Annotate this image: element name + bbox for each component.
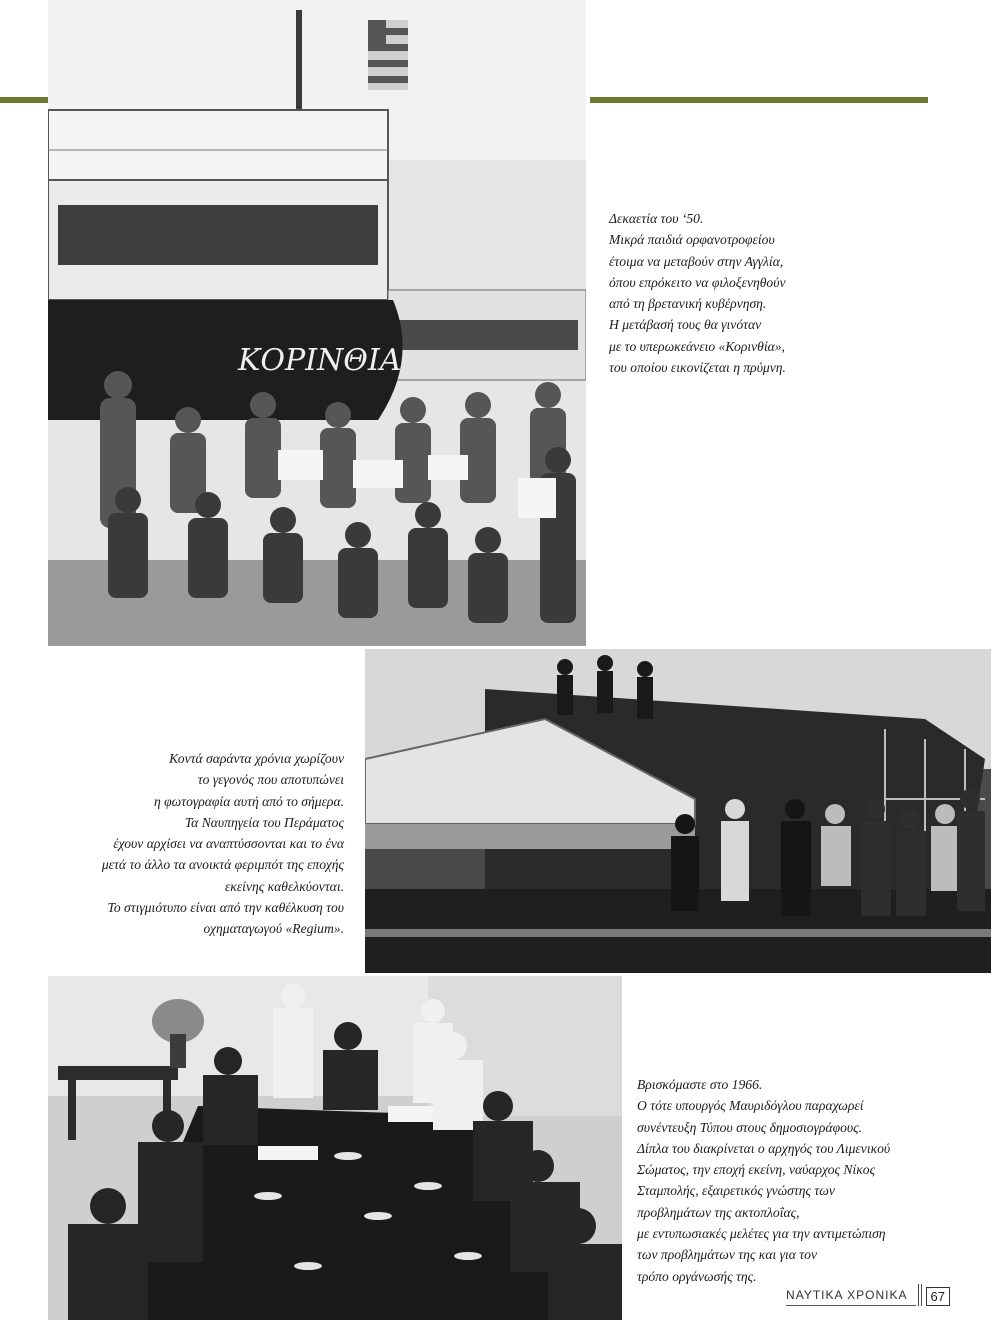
caption-line: όπου επρόκειτο να φιλοξενηθούν xyxy=(609,274,786,290)
footer-separator xyxy=(918,1284,922,1306)
top-right-rule xyxy=(590,97,928,103)
caption-line: με το υπερωκεάνειο «Κορινθία», xyxy=(609,338,785,354)
caption-line: Βρισκόμαστε στο 1966. xyxy=(637,1077,763,1092)
caption-line: μετά το άλλο τα ανοικτά φεριμπότ της εποχής xyxy=(101,857,344,873)
caption-line: Δεκαετία του ‘50. xyxy=(609,211,704,226)
caption-line: Σώματος, την εποχή εκείνη, ναύαρχος Νίκος xyxy=(637,1162,876,1178)
shipyard-photo-caption xyxy=(102,748,344,940)
caption-line: συνέντευξη Τύπου στους δημοσιογράφους. xyxy=(637,1119,863,1135)
page-footer xyxy=(786,1280,950,1306)
page-number: 67 xyxy=(926,1287,950,1306)
top-left-rule xyxy=(0,97,48,103)
caption-line: του οποίου εικονίζεται η πρύμνη. xyxy=(609,360,786,376)
magazine-title: ΝΑΥΤΙΚΑ ΧΡΟΝΙΚΑ xyxy=(786,1288,915,1306)
caption-line: με εντυπωσιακές μελέτες για την αντιμετώπιση xyxy=(637,1226,886,1242)
caption-line: η φωτογραφία αυτή από το σήμερα. xyxy=(153,793,344,809)
caption-line: έχουν αρχίσει να αναπτύσσονται και το ένα xyxy=(113,836,344,852)
caption-line: οχηματαγωγού «Regium». xyxy=(203,921,344,937)
caption-line: Η μετάβασή τους θα γινόταν xyxy=(609,317,762,333)
press-conference-photo xyxy=(48,976,622,1320)
caption-line: Τα Ναυπηγεία του Περάματος xyxy=(184,814,344,830)
caption-line: τρόπο οργάνωσής της. xyxy=(637,1268,757,1284)
caption-line: Σταμπολής, εξαιρετικός γνώστης των xyxy=(637,1183,835,1199)
caption-line: το γεγονός που αποτυπώνει xyxy=(197,772,344,788)
caption-line: από τη βρετανική κυβέρνηση. xyxy=(609,296,767,312)
ship-name-text: ΚΟΡΙΝΘΙΑ xyxy=(238,343,402,378)
caption-line: Μικρά παιδιά ορφανοτροφείου xyxy=(609,232,775,248)
caption-line: Ο τότε υπουργός Μαυριδόγλου παραχωρεί xyxy=(637,1098,864,1114)
caption-line: Κοντά σαράντα χρόνια χωρίζουν xyxy=(169,751,344,766)
caption-line: προβλημάτων της ακτοπλοΐας, xyxy=(637,1204,800,1220)
caption-line: Δίπλα του διακρίνεται ο αρχηγός του Λιμενικού xyxy=(637,1140,891,1156)
ship-children-photo xyxy=(48,0,586,646)
meeting-photo-caption xyxy=(637,1074,890,1287)
caption-line: εκείνης καθελκύονται. xyxy=(224,878,344,894)
caption-line: των προβλημάτων της και για τον xyxy=(637,1247,818,1263)
ship-photo-caption xyxy=(609,208,786,378)
shipyard-launch-photo xyxy=(365,649,991,973)
caption-line: έτοιμα να μεταβούν στην Αγγλία, xyxy=(609,253,784,269)
caption-line: Το στιγμιότυπο είναι από την καθέλκυση του xyxy=(107,900,344,916)
